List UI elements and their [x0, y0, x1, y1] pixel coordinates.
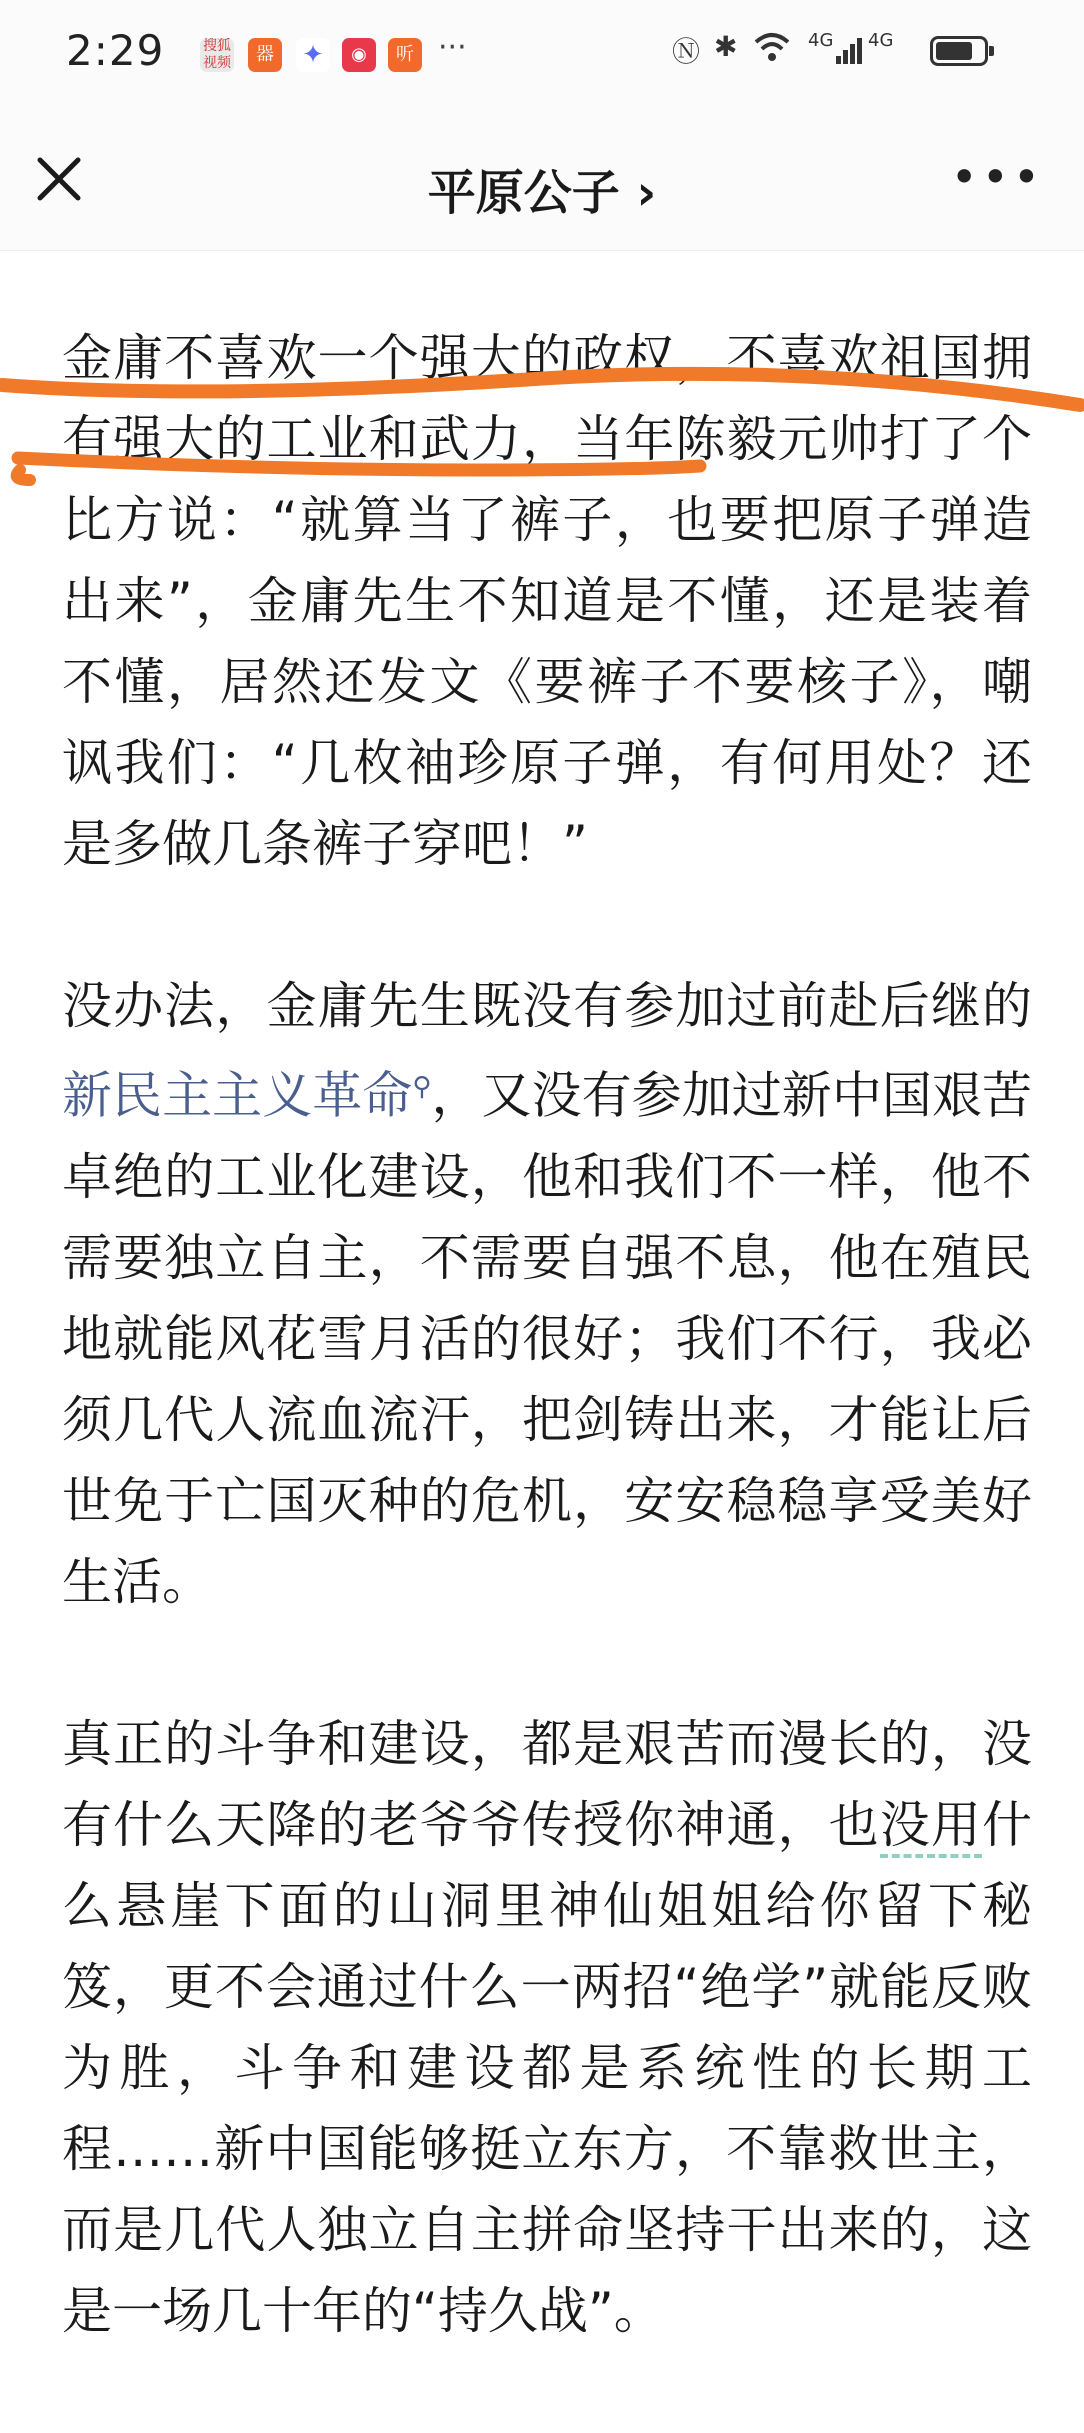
search-icon[interactable]: ⚲	[412, 1072, 432, 1102]
paragraph-1: 金庸不喜欢一个强大的政权，不喜欢祖国拥有强大的工业和武力，当年陈毅元帅打了个比方说：“就算当了裤子，也要把原子弹造出来”，金庸先生不知道是不懂，还是装着不懂，居然还发文《要裤子不要核子》，嘲讽我们：“几枚袖珍原子弹，有何用处？还是多做几条裤子穿吧！”	[62, 329, 1032, 873]
article-body	[62, 318, 1032, 2433]
video-app-icon: ◉	[342, 38, 376, 72]
paragraph-3	[62, 1704, 1032, 2352]
status-bar	[0, 0, 1084, 110]
network-label-2: 4G	[868, 30, 894, 51]
network-label-1: 4G	[808, 30, 834, 51]
calendar-app-icon: 器	[248, 38, 282, 72]
audio-app-icon: 听	[388, 38, 422, 72]
social-app-icon: ✦	[296, 38, 330, 72]
highlighted-phrase[interactable]: 没用	[880, 1796, 982, 1858]
more-notifications-icon: ···	[438, 30, 467, 65]
bluetooth-icon: ✱	[714, 30, 738, 63]
paragraph-3-text-before: 真正的斗争和建设，都是艰苦而漫长的，没有什么天降的老爷爷传授你神通，也	[62, 1714, 1032, 1854]
paragraph-3-text-after: 什么悬崖下面的山洞里神仙姐姐给你留下秘笈，更不会通过什么一两招“绝学”就能反败为胜，斗争和建设都是系统性的长期工程……新中国能够挺立东方，不靠救世主，而是几代人独立自主拼命坚持干出来的，这是一场几十年的“持久战”。	[62, 1795, 1033, 2340]
status-time: 2:29	[66, 26, 165, 75]
revolution-link[interactable]: 新民主主义革命	[62, 1066, 413, 1125]
paragraph-2-text-after: ，又没有参加过新中国艰苦卓绝的工业化建设，他和我们不一样，他不需要独立自主，不需要自强不息，他在殖民地就能风花雪月活的很好；我们不行，我必须几代人流血流汗，把剑铸出来，才能让后世免于亡国灭种的危机，安安稳稳享受美好生活。	[62, 1066, 1033, 1611]
signal-icon-1	[834, 36, 864, 73]
author-title[interactable]: 平原公子 ›	[427, 165, 657, 221]
wifi-icon	[752, 30, 792, 71]
nfc-icon: Ⓝ	[672, 35, 701, 68]
paragraph-2	[62, 966, 1032, 1623]
paragraph-2-text-before: 没办法，金庸先生既没有参加过前赴后继的	[62, 977, 1032, 1035]
news-app-icon: 搜狐 视频	[200, 38, 234, 72]
battery-icon	[930, 36, 988, 66]
more-options-icon[interactable]: •••	[950, 150, 1044, 204]
nav-bar	[0, 110, 1084, 251]
